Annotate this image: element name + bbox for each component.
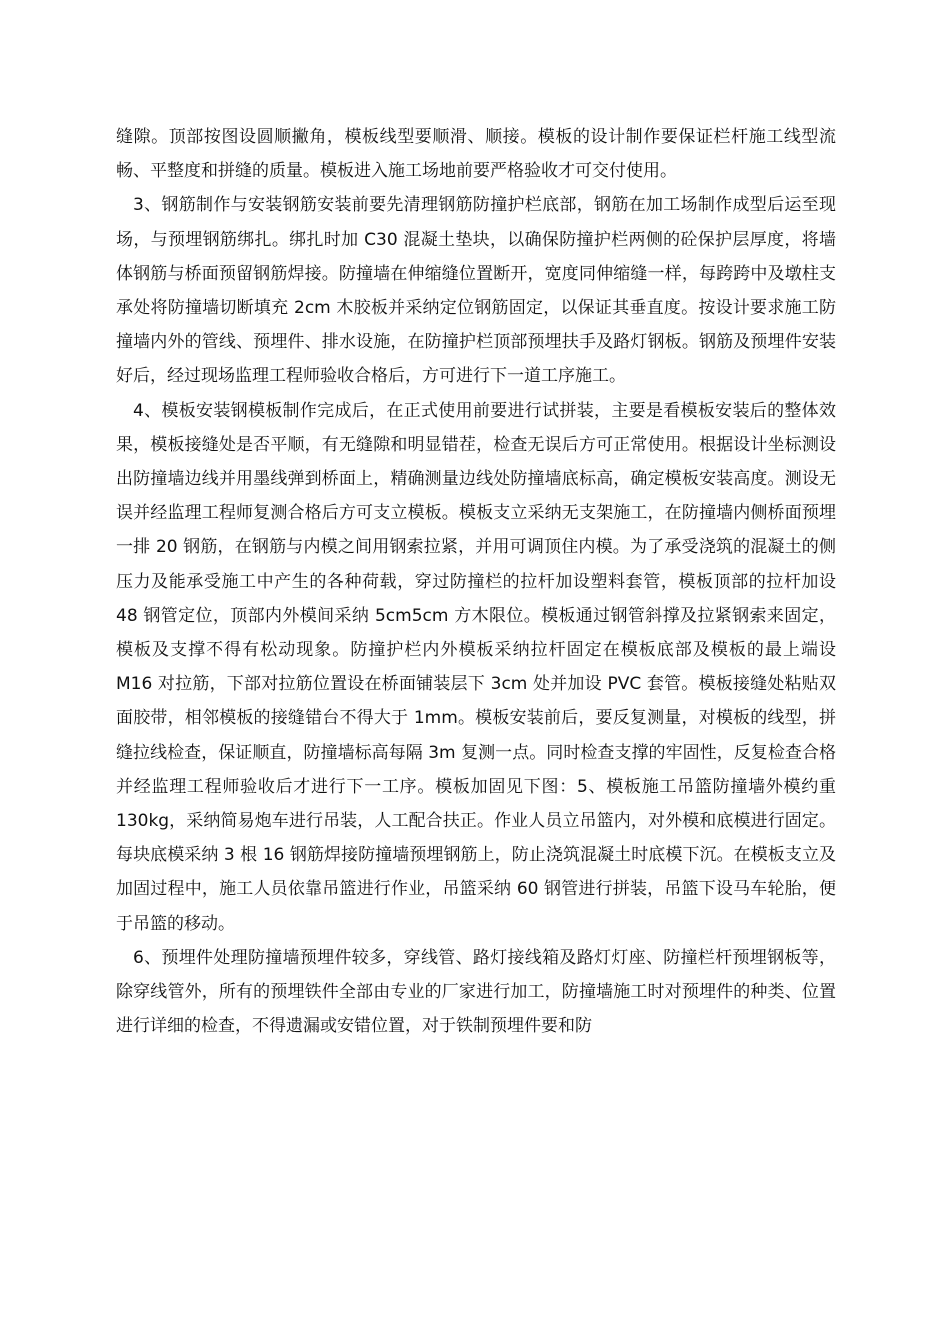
paragraph-formwork-installation: 4、模板安装钢模板制作完成后，在正式使用前要进行试拼装，主要是看模板安装后的整体效果，模板接缝处是否平顺，有无缝隙和明显错茬，检查无误后方可正常使用。根据设计坐标测设出防撞墙边线并用墨线弹到桥面上，精确测量边线处防撞墙底标高，确定模板安装高度。测设无误并经监理工程师复测合格后方可支立模板。模板支立采纳无支架施工，在防撞墙内侧桥面预埋一排 20 钢筋，在钢筋与内模之间用钢索拉紧，并用可调顶住内模。为了承受浇筑的混凝土的侧压力及能承受施工中产生的各种荷载，穿过防撞栏的拉杆加设塑料套管，模板顶部的拉杆加设 48 钢管定位，顶部内外模间采纳 5cm5cm 方木限位。模板通过钢管斜撑及拉紧钢索来固定，模板及支撑不得有松动现象。防撞护栏内外模板采纳拉杆固定在模板底部及模板的最上端设 M16 对拉筋，下部对拉筋位置设在桥面铺装层下 3cm 处并加设 PVC 套管。模板接缝处粘贴双面胶带，相邻模板的接缝错台不得大于 1mm。模板安装前后，要反复测量，对模板的线型，拼缝拉线检查，保证顺直，防撞墙标高每隔 3m 复测一点。同时检查支撑的牢固性，反复检查合格并经监理工程师验收后才进行下一工序。模板加固见下图：5、模板施工吊篮防撞墙外模约重 130kg，采纳简易炮车进行吊装，人工配合扶正。作业人员立吊篮内，对外模和底模进行固定。每块底模采纳 3 根 16 钢筋焊接防撞墙预埋钢筋上，防止浇筑混凝土时底模下沉。在模板支立及加固过程中，施工人员依靠吊篮进行作业，吊篮采纳 60 钢管进行拼装，吊篮下设马车轮胎，便于吊篮的移动。 — [116, 400, 836, 934]
document-page — [116, 120, 836, 1043]
paragraph-rebar-installation: 3、钢筋制作与安装钢筋安装前要先清理钢筋防撞护栏底部，钢筋在加工场制作成型后运至现场，与预埋钢筋绑扎。绑扎时加 C30 混凝土垫块，以确保防撞护栏两侧的砼保护层厚度，将墙体钢筋与桥面预留钢筋焊接。防撞墙在伸缩缝位置断开，宽度同伸缩缝一样，每跨跨中及墩柱支承处将防撞墙切断填充 2cm 木胶板并采纳定位钢筋固定，以保证其垂直度。按设计要求施工防撞墙内外的管线、预埋件、排水设施，在防撞护栏顶部预埋扶手及路灯钢板。钢筋及预埋件安装好后，经过现场监理工程师验收合格后，方可进行下一道工序施工。 — [116, 195, 836, 387]
paragraph-embedded-parts: 6、预埋件处理防撞墙预埋件较多，穿线管、路灯接线箱及路灯灯座、防撞栏杆预埋钢板等，除穿线管外，所有的预埋铁件全部由专业的厂家进行加工，防撞墙施工时对预埋件的种类、位置进行详细的检查，不得遗漏或安错位置，对于铁制预埋件要和防 — [116, 947, 836, 1037]
paragraph-continuation: 缝隙。顶部按图设圆顺撇角，模板线型要顺滑、顺接。模板的设计制作要保证栏杆施工线型流畅、平整度和拼缝的质量。模板进入施工场地前要严格验收才可交付使用。 — [116, 127, 836, 182]
